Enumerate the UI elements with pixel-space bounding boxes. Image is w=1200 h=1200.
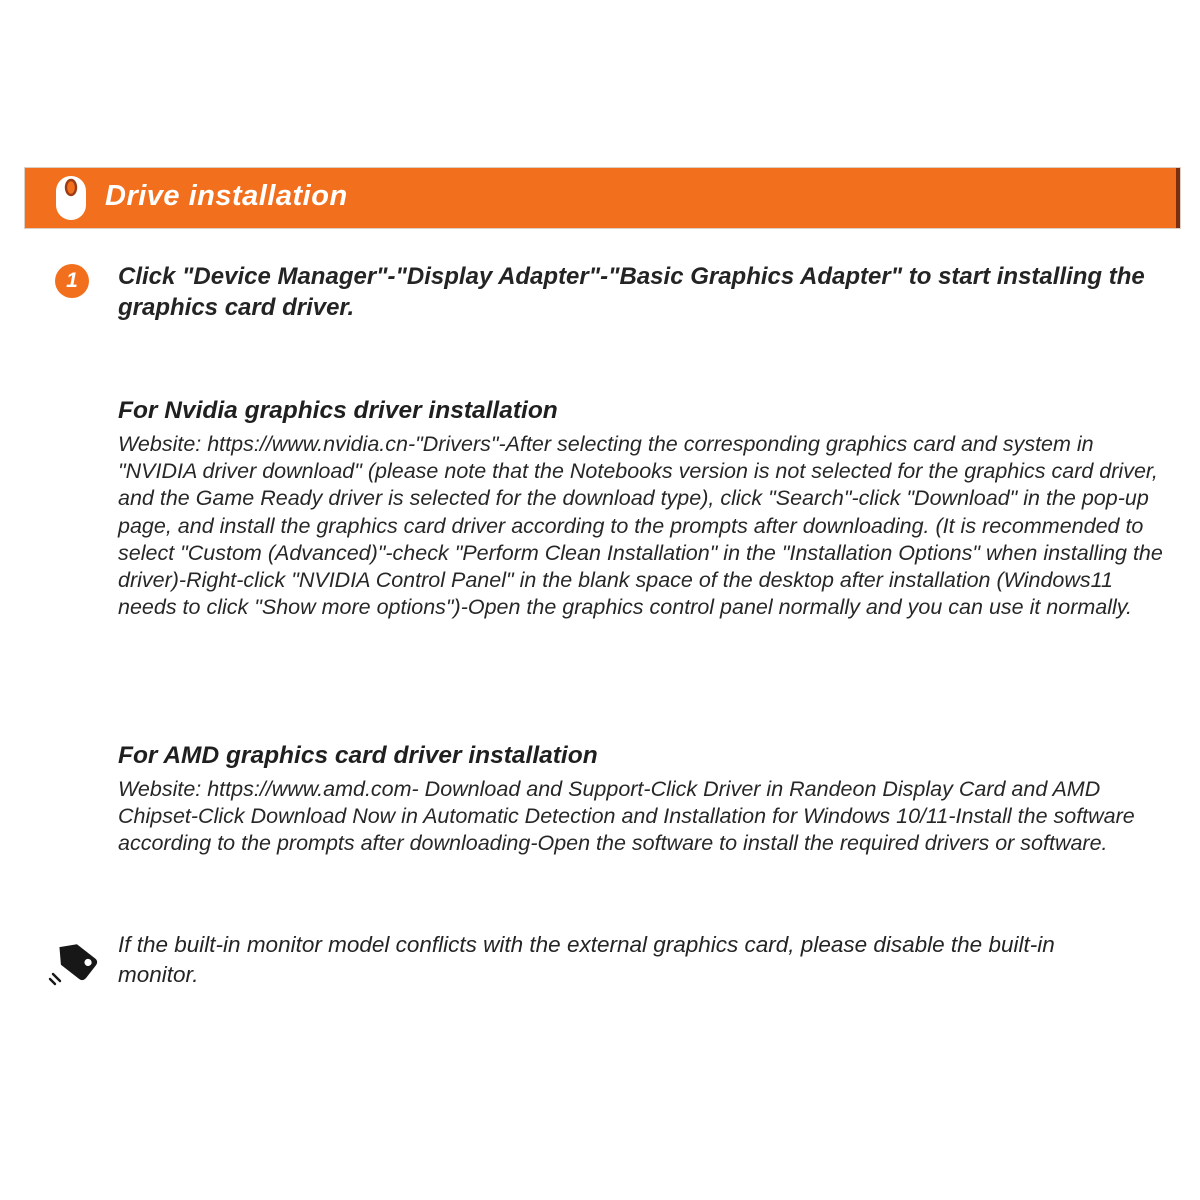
page-title: Drive installation — [105, 180, 348, 213]
tag-icon — [48, 934, 104, 990]
step-1-instruction: Click "Device Manager"-"Display Adapter"-"Basic Graphics Adapter" to start installing the graphics card driver. — [118, 263, 1145, 321]
amd-section-body: Website: https://www.amd.com- Download and Support-Click Driver in Randeon Display Card and AMD Chipset-Click Download Now in Automatic Detection and Installation for Windows 10/11-Install the software according to the prompts after downloading-Open the software to install the required drivers or software. — [118, 777, 1135, 856]
mouse-icon — [55, 175, 87, 221]
amd-section-heading: For AMD graphics card driver installation — [118, 742, 598, 769]
nvidia-section-body: Website: https://www.nvidia.cn-"Drivers"-After selecting the corresponding graphics card and system in "NVIDIA driver download" (please note that the Notebooks version is not selected for the graphics card driver, and the Game Ready driver is selected for the download type), click "Search"-click "Download" in the pop-up page, and install the graphics card driver according to the prompts after downloading. (It is recommended to select "Custom (Advanced)"-check "Perform Clean Installation" in the "Installation Options" when installing the driver)-Right-click "NVIDIA Control Panel" in the blank space of the desktop after installation (Windows11 needs to click "Show more options")-Open the graphics control panel normally and you can use it normally. — [118, 432, 1163, 620]
step-number-badge: 1 — [55, 264, 89, 298]
step-1-row — [55, 261, 1145, 323]
section-header-bar — [25, 168, 1180, 228]
nvidia-section-heading: For Nvidia graphics driver installation — [118, 397, 558, 424]
note-text: If the built-in monitor model conflicts with the external graphics card, please disable the built-in monitor. — [118, 932, 1055, 987]
